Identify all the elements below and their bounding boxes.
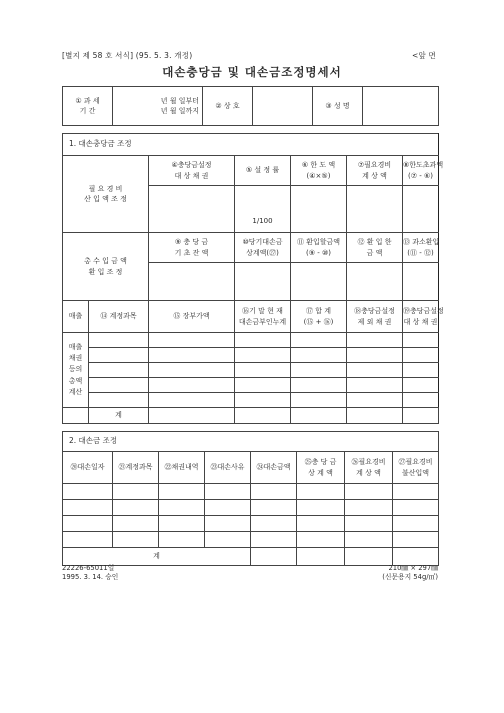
table-cell[interactable]: [345, 484, 393, 500]
table-cell[interactable]: [63, 532, 113, 548]
table-cell[interactable]: [251, 484, 297, 500]
table-cell[interactable]: [89, 363, 149, 378]
r2-header-0: ⑨ 충 당 금 기 초 잔 액: [149, 233, 235, 263]
r1-value-0[interactable]: [149, 186, 235, 233]
table-cell[interactable]: [159, 516, 205, 532]
table-cell[interactable]: [235, 363, 291, 378]
table-cell[interactable]: [63, 484, 113, 500]
r3-header-6: ⑲충당금설정 대 상 채 권: [403, 301, 439, 333]
table-cell[interactable]: [393, 548, 439, 566]
table-cell[interactable]: [205, 516, 251, 532]
r1-header-1: ⑤ 설 정 률: [235, 156, 291, 186]
receivable-side-label: 매출 채권 등의 총액 계산: [63, 333, 89, 408]
table-cell[interactable]: [113, 532, 159, 548]
table-cell[interactable]: [403, 363, 439, 378]
section2-total-label: 계: [63, 548, 251, 566]
table-cell[interactable]: [251, 500, 297, 516]
form-code: 22226-65011일: [62, 564, 115, 572]
section1-title: 1. 대손충당금 조정: [63, 134, 439, 156]
table-cell[interactable]: [89, 393, 149, 408]
s2-header-1: ㉑계정과목: [113, 452, 159, 484]
tax-period-label: ① 과 세 기 간: [63, 87, 113, 126]
s2-header-3: ㉓대손사유: [205, 452, 251, 484]
table-cell[interactable]: [291, 348, 347, 363]
r2-value-4[interactable]: [403, 263, 439, 301]
table-cell[interactable]: [297, 532, 345, 548]
table-cell[interactable]: [235, 393, 291, 408]
r1-value-4[interactable]: [403, 186, 439, 233]
r3-header-1: ⑭ 계정과목: [89, 301, 149, 333]
table-cell[interactable]: [347, 333, 403, 348]
table-cell[interactable]: [205, 484, 251, 500]
table-cell[interactable]: [297, 484, 345, 500]
table-cell[interactable]: [297, 500, 345, 516]
section2-title: 2. 대손금 조정: [63, 432, 439, 452]
r2-header-2: ⑪ 환입할금액 (⑨ - ⑩): [291, 233, 347, 263]
table-cell[interactable]: [345, 516, 393, 532]
table-cell[interactable]: [347, 363, 403, 378]
s2-header-0: ⑳대손일자: [63, 452, 113, 484]
r2-value-1[interactable]: [235, 263, 291, 301]
approval-date: 1995. 3. 14. 승인: [62, 573, 119, 582]
r3-header-3: ⑯기 말 현 재 대손금부인누계: [235, 301, 291, 333]
section1-total-label: 계: [89, 408, 149, 424]
table-cell[interactable]: [403, 348, 439, 363]
table-cell[interactable]: [393, 500, 439, 516]
table-cell[interactable]: [63, 500, 113, 516]
paper-type: (신문용지 54g/㎡): [382, 573, 438, 582]
table-cell[interactable]: [159, 484, 205, 500]
table-cell[interactable]: [149, 408, 235, 424]
section1-table: [62, 133, 444, 424]
total-blank: [63, 408, 89, 424]
table-cell[interactable]: [297, 548, 345, 566]
r3-header-0: 매출: [63, 301, 89, 333]
r1-header-0: ④충당금설정 대 상 채 권: [149, 156, 235, 186]
table-cell[interactable]: [89, 378, 149, 393]
table-cell[interactable]: [297, 516, 345, 532]
table-cell[interactable]: [347, 378, 403, 393]
table-cell[interactable]: [251, 516, 297, 532]
info-table: [62, 86, 439, 126]
r2-header-4: ⑬ 과소환입 (⑪ - ⑫): [403, 233, 439, 263]
r2-side-label: 총 수 입 금 액 환 입 조 정: [63, 233, 149, 301]
table-cell[interactable]: [235, 333, 291, 348]
r1-header-2: ⑥ 한 도 액 (④×⑤): [291, 156, 347, 186]
table-cell[interactable]: [403, 333, 439, 348]
table-cell[interactable]: [291, 408, 347, 424]
table-cell[interactable]: [149, 348, 235, 363]
table-cell[interactable]: [291, 378, 347, 393]
table-cell[interactable]: [403, 408, 439, 424]
r2-value-2[interactable]: [291, 263, 347, 301]
table-cell[interactable]: [403, 378, 439, 393]
s2-header-6: ㉖필요경비 계 상 액: [345, 452, 393, 484]
r2-header-3: ⑫ 환 입 한 금 액: [347, 233, 403, 263]
rate-value: 1/100: [235, 211, 291, 233]
r3-header-4: ⑰ 합 계 (⑮ + ⑯): [291, 301, 347, 333]
table-cell[interactable]: [205, 532, 251, 548]
table-cell[interactable]: [89, 333, 149, 348]
r1-side-label: 필 요 경 비 산 입 액 조 정: [63, 156, 149, 233]
name-label: ③ 성 명: [313, 87, 363, 126]
table-cell[interactable]: [347, 408, 403, 424]
table-cell[interactable]: [251, 548, 297, 566]
table-cell[interactable]: [235, 408, 291, 424]
r1-header-4: ⑧한도초과액 (⑦ - ⑥): [403, 156, 439, 186]
table-cell[interactable]: [393, 532, 439, 548]
table-cell[interactable]: [159, 500, 205, 516]
r1-header-3: ⑦필요경비 계 상 액: [347, 156, 403, 186]
table-cell[interactable]: [63, 516, 113, 532]
r2-value-0[interactable]: [149, 263, 235, 301]
form-reference: [별지 제 58 호 서식] (95. 5. 3. 개정): [62, 51, 193, 60]
table-cell[interactable]: [113, 484, 159, 500]
r1-value-2[interactable]: [291, 186, 347, 233]
name-field[interactable]: [363, 87, 439, 126]
table-cell[interactable]: [291, 363, 347, 378]
s2-header-4: ㉔대손금액: [251, 452, 297, 484]
r2-value-3[interactable]: [347, 263, 403, 301]
paper-size: 210㎜ × 297㎜: [388, 564, 438, 572]
tax-period-field[interactable]: 년 월 일부터 년 월 일까지: [113, 87, 203, 126]
table-cell[interactable]: [345, 532, 393, 548]
rate-value-cell: [235, 186, 291, 211]
r3-header-2: ⑮ 장부가액: [149, 301, 235, 333]
company-field[interactable]: [253, 87, 313, 126]
page-title: 대손충당금 및 대손금조정명세서: [162, 65, 342, 79]
company-label: ② 상 호: [203, 87, 253, 126]
table-cell[interactable]: [89, 348, 149, 363]
s2-header-7: ㉗필요경비 불산입액: [393, 452, 439, 484]
table-cell[interactable]: [235, 348, 291, 363]
table-cell[interactable]: [205, 500, 251, 516]
table-cell[interactable]: [235, 378, 291, 393]
table-cell[interactable]: [149, 333, 235, 348]
table-cell[interactable]: [393, 516, 439, 532]
table-cell[interactable]: [113, 516, 159, 532]
table-cell[interactable]: [149, 363, 235, 378]
table-cell[interactable]: [159, 532, 205, 548]
r2-header-1: ⑩당기대손금 상계액(㉗): [235, 233, 291, 263]
footer-left: [62, 564, 118, 582]
table-cell[interactable]: [347, 348, 403, 363]
table-cell[interactable]: [149, 378, 235, 393]
table-cell[interactable]: [291, 393, 347, 408]
table-cell[interactable]: [345, 500, 393, 516]
table-cell[interactable]: [393, 484, 439, 500]
table-cell[interactable]: [347, 393, 403, 408]
table-cell[interactable]: [291, 333, 347, 348]
r1-value-3[interactable]: [347, 186, 403, 233]
page-side-label: <앞 면: [412, 51, 436, 60]
s2-header-2: ㉒채권내역: [159, 452, 205, 484]
footer-right: [372, 564, 438, 582]
table-cell[interactable]: [403, 393, 439, 408]
table-cell[interactable]: [149, 393, 235, 408]
r3-header-5: ⑱충당금설정 제 외 채 권: [347, 301, 403, 333]
s2-header-5: ㉕충 당 금 상 계 액: [297, 452, 345, 484]
section2-table: [62, 431, 439, 566]
table-cell[interactable]: [113, 500, 159, 516]
table-cell[interactable]: [251, 532, 297, 548]
table-cell[interactable]: [345, 548, 393, 566]
